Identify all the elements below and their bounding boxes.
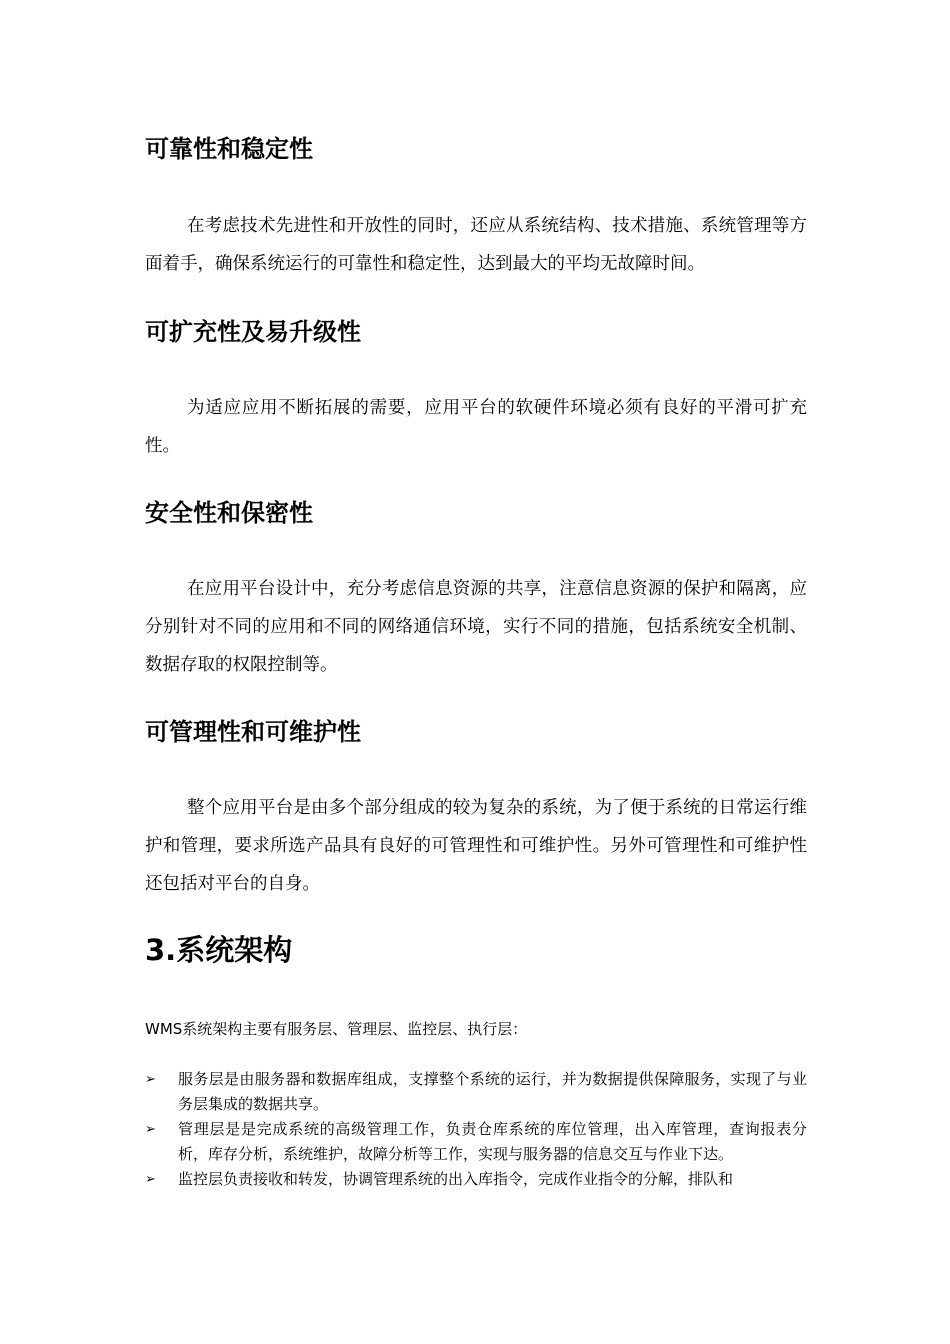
section-heading-manageability: 可管理性和可维护性	[145, 718, 361, 746]
list-item-text: 管理层是是完成系统的高级管理工作，负责仓库系统的库位管理，出入库管理，查询报表分析，库存分析，系统维护，故障分析等工作，实现与服务器的信息交互与作业下达。	[178, 1120, 807, 1163]
section-body-security: 在应用平台设计中，充分考虑信息资源的共享，注意信息资源的保护和隔离，应分别针对不同的应用和不同的网络通信环境，实行不同的措施，包括系统安全机制、数据存取的权限控制等。	[145, 579, 807, 675]
list-item-text: 服务层是由服务器和数据库组成，支撑整个系统的运行，并为数据提供保障服务，实现了与业务层集成的数据共享。	[178, 1070, 807, 1113]
architecture-layer-list	[145, 1067, 807, 1192]
arrow-bullet-icon: ➢	[145, 1172, 156, 1187]
arrow-bullet-icon: ➢	[145, 1072, 156, 1087]
architecture-intro: WMS系统架构主要有服务层、管理层、监控层、执行层：	[145, 1020, 528, 1038]
list-item-text: 监控层负责接收和转发，协调管理系统的出入库指令，完成作业指令的分解，排队和	[178, 1170, 734, 1188]
section-body-reliability: 在考虑技术先进性和开放性的同时，还应从系统结构、技术措施、系统管理等方面着手，确保系统运行的可靠性和稳定性，达到最大的平均无故障时间。	[145, 216, 807, 274]
list-item	[145, 1117, 807, 1167]
section-heading-reliability: 可靠性和稳定性	[145, 135, 313, 163]
list-item	[145, 1167, 807, 1192]
section-body-scalability: 为适应应用不断拓展的需要，应用平台的软硬件环境必须有良好的平滑可扩充性。	[145, 398, 807, 456]
section-heading-security: 安全性和保密性	[145, 499, 313, 527]
section-heading-scalability: 可扩充性及易升级性	[145, 318, 361, 346]
list-item	[145, 1067, 807, 1117]
section-body-manageability: 整个应用平台是由多个部分组成的较为复杂的系统，为了便于系统的日常运行维护和管理，要求所选产品具有良好的可管理性和可维护性。另外可管理性和可维护性还包括对平台的自身。	[145, 798, 807, 894]
arrow-bullet-icon: ➢	[145, 1122, 156, 1137]
chapter-heading-architecture: 3.系统架构	[145, 933, 293, 967]
